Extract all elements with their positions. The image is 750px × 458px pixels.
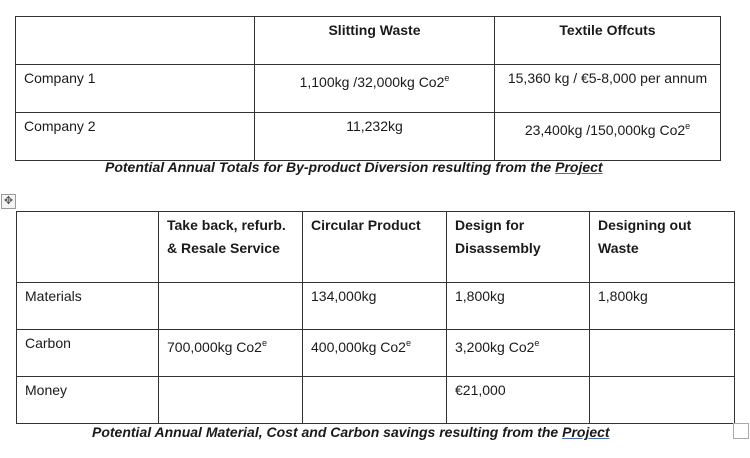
table2-caption xyxy=(92,424,610,440)
table-cell[interactable] xyxy=(159,377,303,424)
row-label[interactable]: Company 1 xyxy=(16,65,255,113)
slitting-cell[interactable] xyxy=(255,113,495,161)
slitting-cell[interactable] xyxy=(255,65,495,113)
caption-project-word[interactable]: Project xyxy=(562,424,610,440)
row-label[interactable]: Company 2 xyxy=(16,113,255,161)
table-cell[interactable] xyxy=(303,330,447,377)
header-cell-empty[interactable] xyxy=(17,212,159,283)
table-cell[interactable]: 134,000kg xyxy=(303,283,447,330)
table-header-row xyxy=(16,17,721,65)
caption-text: Potential Annual Totals for By-product Diversion resulting from the xyxy=(105,159,556,175)
header-cell-empty[interactable] xyxy=(16,17,255,65)
textile-cell[interactable] xyxy=(495,113,721,161)
table-row-carbon xyxy=(17,330,735,377)
row-label[interactable]: Materials xyxy=(17,283,159,330)
cell-text: 1,100kg /32,000kg Co2 xyxy=(299,74,445,90)
superscript: e xyxy=(444,73,450,83)
cell-text: 11,232kg xyxy=(346,118,403,134)
header-design-for-disassembly[interactable]: Design for Disassembly xyxy=(447,212,590,283)
header-circular-product[interactable]: Circular Product xyxy=(303,212,447,283)
header-textile-offcuts[interactable]: Textile Offcuts xyxy=(495,17,721,65)
header-designing-out-waste[interactable]: Designing out Waste xyxy=(590,212,735,283)
table-cell[interactable] xyxy=(590,377,735,424)
table-move-handle-icon[interactable]: ✥ xyxy=(1,194,16,209)
table-row xyxy=(16,65,721,113)
cell-text: 400,000kg Co2 xyxy=(311,339,406,355)
table-cell[interactable]: 1,800kg xyxy=(590,283,735,330)
table-row-money xyxy=(17,377,735,424)
row-label[interactable]: Money xyxy=(17,377,159,424)
header-slitting-waste[interactable]: Slitting Waste xyxy=(255,17,495,65)
table-cell[interactable] xyxy=(447,330,590,377)
superscript: e xyxy=(534,338,540,348)
table-cell[interactable] xyxy=(159,330,303,377)
by-product-diversion-table xyxy=(15,16,721,161)
table1-caption xyxy=(105,159,603,175)
textile-cell[interactable] xyxy=(495,65,721,113)
cell-text: 15,360 kg / €5-8,000 per annum xyxy=(507,70,708,86)
row-label[interactable]: Carbon xyxy=(17,330,159,377)
table-cell[interactable] xyxy=(159,283,303,330)
table-cell[interactable] xyxy=(303,377,447,424)
header-take-back[interactable]: Take back, refurb. & Resale Service xyxy=(159,212,303,283)
cell-text: 700,000kg Co2 xyxy=(167,339,262,355)
table-row xyxy=(16,113,721,161)
table-cell[interactable] xyxy=(590,330,735,377)
table-row-materials xyxy=(17,283,735,330)
table-header-row xyxy=(17,212,735,283)
table-cell[interactable]: €21,000 xyxy=(447,377,590,424)
cell-text: 23,400kg /150,000kg Co2 xyxy=(524,122,686,138)
superscript: e xyxy=(405,338,411,348)
superscript: e xyxy=(685,121,691,131)
cell-text: 3,200kg Co2 xyxy=(455,339,535,355)
superscript: e xyxy=(261,338,267,348)
savings-table xyxy=(16,211,735,424)
caption-project-word[interactable]: Project xyxy=(555,159,603,175)
table-cell[interactable]: 1,800kg xyxy=(447,283,590,330)
caption-text: Potential Annual Material, Cost and Carbon savings resulting from the xyxy=(92,424,563,440)
table-resize-handle[interactable] xyxy=(733,423,749,439)
